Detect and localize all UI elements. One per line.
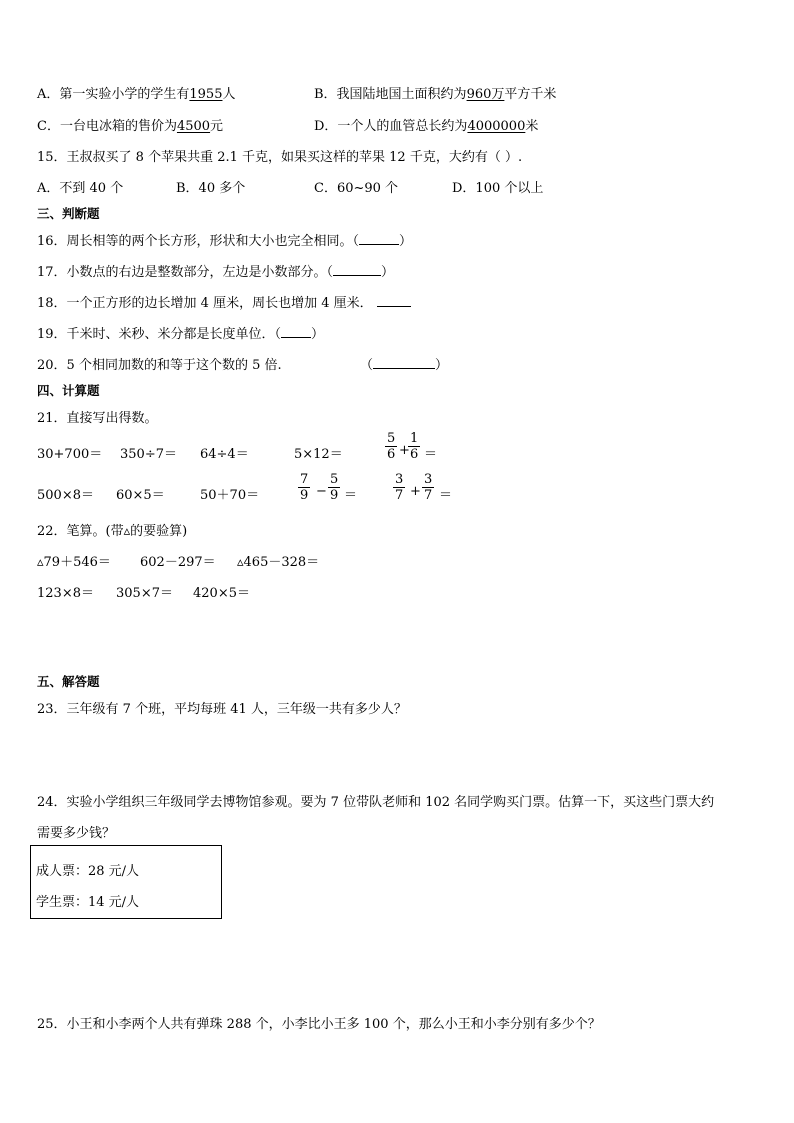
q23: 23．三年级有 7 个班，平均每班 41 人，三年级一共有多少人？ — [37, 702, 407, 717]
section-heading-calculation: 四、计算题 — [37, 383, 100, 398]
denominator: 6 — [410, 447, 419, 462]
option-text: C．一台电冰箱的售价为 — [37, 119, 177, 134]
q19 — [37, 323, 324, 342]
q15-option-a: A．不到 40 个 — [37, 181, 124, 196]
q14-option-c — [37, 115, 223, 134]
fraction — [328, 472, 340, 503]
option-text: 平方千米 — [504, 87, 557, 102]
question-text: 18．一个正方形的边长增加 4 厘米，周长也增加 4 厘米． — [37, 296, 373, 311]
paren: ） — [435, 358, 449, 373]
q20 — [37, 354, 282, 373]
answer-blank[interactable] — [373, 356, 435, 369]
fraction — [393, 472, 405, 503]
fraction — [422, 472, 434, 503]
q25: 25．小王和小李两个人共有弹珠 288 个，小李比小王多 100 个，那么小王和小李分别有多少个？ — [37, 1017, 601, 1032]
denominator: 7 — [395, 488, 404, 503]
paren: ） — [311, 327, 325, 342]
paren: （ — [360, 358, 374, 373]
q21-title: 21．直接写出得数。 — [37, 411, 158, 426]
q18 — [37, 292, 411, 311]
section-heading-word-problems: 五、解答题 — [37, 674, 100, 689]
ticket-student-price: 学生票：14 元/人 — [36, 895, 140, 910]
q22-expr: ▵79＋546＝ — [37, 555, 111, 570]
question-text: 16．周长相等的两个长方形，形状和大小也完全相同。（ — [37, 234, 360, 249]
q15-option-d: D．100 个以上 — [452, 181, 544, 196]
q17 — [37, 261, 394, 280]
numerator: 5 — [387, 431, 396, 446]
q20-answer — [360, 354, 448, 373]
q22-expr: 602－297＝ — [140, 555, 216, 570]
operator: + — [410, 484, 421, 499]
answer-blank[interactable] — [333, 263, 381, 276]
denominator: 9 — [300, 488, 309, 503]
q21-expr: 5×12＝ — [294, 447, 343, 462]
paren: ） — [399, 234, 413, 249]
question-text: 19．千米时、米秒、米分都是长度单位．（ — [37, 327, 282, 342]
q16 — [37, 230, 412, 249]
q22-expr: 123×8＝ — [37, 586, 94, 601]
fraction — [408, 431, 420, 462]
q22-expr: ▵465－328＝ — [237, 555, 320, 570]
operator: − — [316, 484, 327, 499]
option-value: 4500 — [176, 119, 211, 134]
q15-text: 15．王叔叔买了 8 个苹果共重 2.1 千克，如果买这样的苹果 12 千克，大约有（ ）. — [37, 150, 523, 165]
question-text: 17．小数点的右边是整数部分，左边是小数部分。（ — [37, 265, 334, 280]
option-text: 元 — [210, 119, 224, 134]
q21-expr: 30+700＝ — [37, 447, 103, 462]
q15-option-c: C．60~90 个 — [314, 181, 399, 196]
q24-line2: 需要多少钱？ — [37, 826, 116, 841]
equals-sign: ＝ — [424, 447, 438, 462]
numerator: 1 — [410, 431, 419, 446]
option-value: 4000000 — [467, 119, 526, 134]
denominator: 7 — [424, 488, 433, 503]
question-text: 20．5 个相同加数的和等于这个数的 5 倍. — [37, 358, 282, 373]
q22-title: 22．笔算。(带▵的要验算) — [37, 524, 188, 539]
ticket-adult-price: 成人票：28 元/人 — [36, 864, 140, 879]
option-text: B．我国陆地国土面积约为 — [314, 87, 467, 102]
denominator: 6 — [387, 447, 396, 462]
operator: + — [399, 443, 410, 458]
q22-expr: 305×7＝ — [116, 586, 173, 601]
fraction — [385, 431, 397, 462]
section-heading-judgement: 三、判断题 — [37, 206, 100, 221]
q21-expr: 350÷7＝ — [120, 447, 177, 462]
numerator: 5 — [330, 472, 339, 487]
q15-option-b: B．40 多个 — [176, 181, 246, 196]
q21-expr: 500×8＝ — [37, 488, 94, 503]
q24-line1: 24．实验小学组织三年级同学去博物馆参观。要为 7 位带队老师和 102 名同学购买门票。估算一下，买这些门票大约 — [37, 795, 715, 810]
answer-blank[interactable] — [281, 325, 311, 338]
equals-sign: ＝ — [344, 488, 358, 503]
q22-expr: 420×5＝ — [193, 586, 250, 601]
numerator: 3 — [424, 472, 433, 487]
option-text: A．第一实验小学的学生有 — [37, 87, 190, 102]
q14-option-a — [37, 83, 236, 102]
answer-blank[interactable] — [377, 294, 411, 307]
option-value: 1955 — [189, 87, 223, 102]
denominator: 9 — [330, 488, 339, 503]
equals-sign: ＝ — [439, 488, 453, 503]
q21-expr: 50＋70＝ — [200, 488, 260, 503]
option-text: 人 — [222, 87, 236, 102]
q21-expr: 64÷4＝ — [200, 447, 249, 462]
paren: ） — [381, 265, 395, 280]
option-value: 960万 — [466, 87, 505, 102]
answer-blank[interactable] — [359, 232, 399, 245]
q14-option-d — [314, 115, 538, 134]
fraction — [298, 472, 310, 503]
q14-option-b — [314, 83, 556, 102]
option-text: 米 — [525, 119, 539, 134]
q21-expr: 60×5＝ — [116, 488, 165, 503]
numerator: 7 — [300, 472, 309, 487]
option-text: D．一个人的血管总长约为 — [314, 119, 468, 134]
numerator: 3 — [395, 472, 404, 487]
